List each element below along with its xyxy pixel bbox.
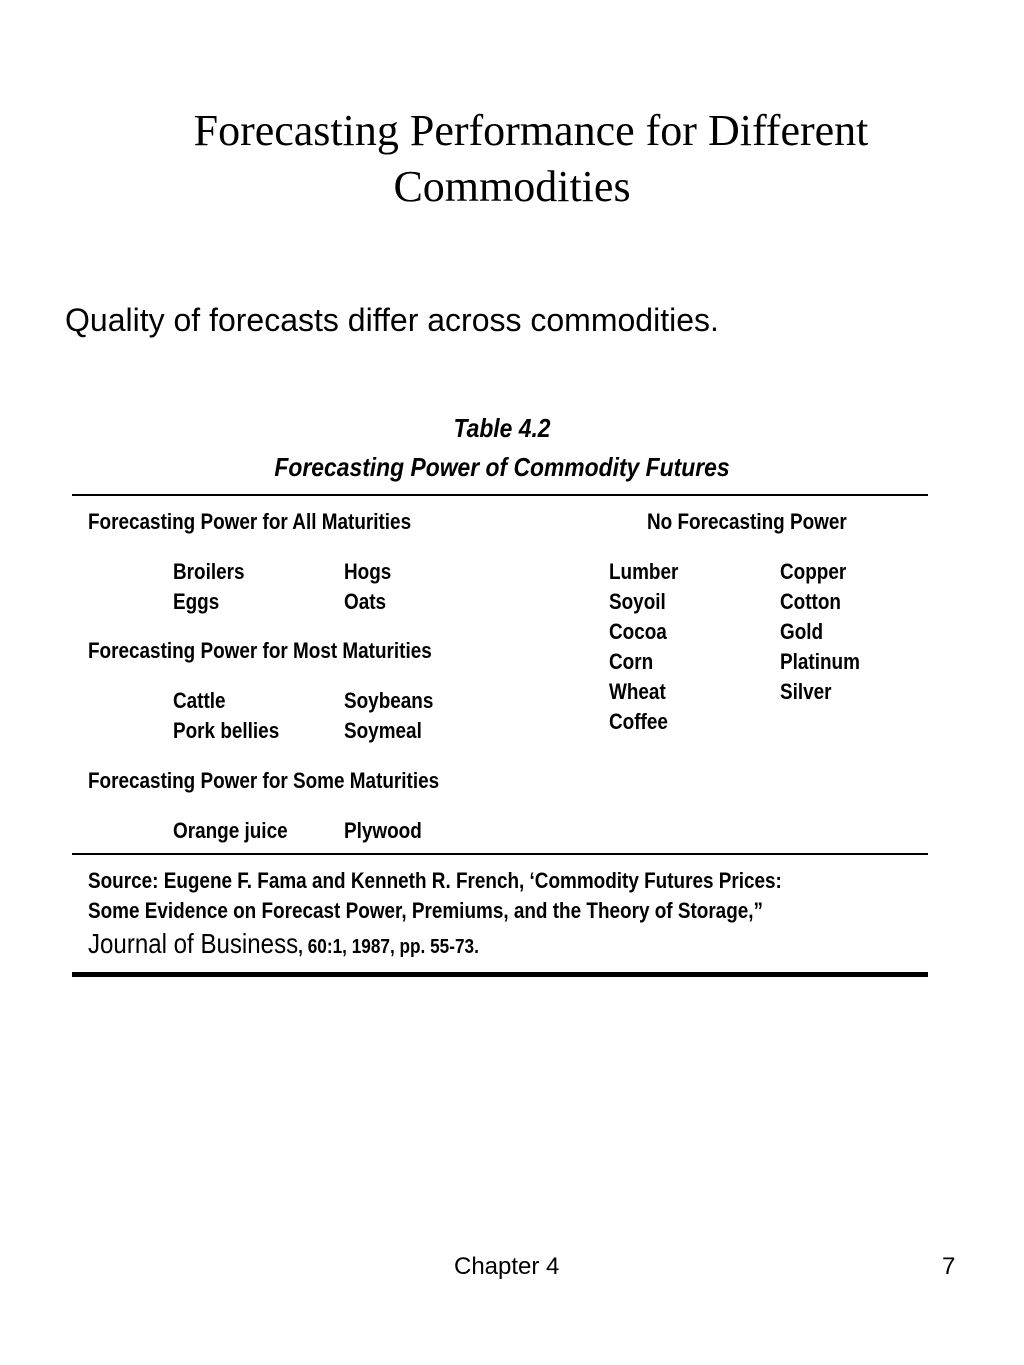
commodity-item: Plywood (344, 818, 422, 843)
group-heading-most-maturities: Forecasting Power for Most Maturities (88, 638, 432, 663)
commodity-item: Soybeans (344, 688, 434, 713)
commodity-item: Soyoil (609, 589, 666, 614)
commodity-item: Coffee (609, 709, 668, 734)
journal-citation: , 60:1, 1987, pp. 55-73. (298, 936, 479, 958)
slide-title-line-1: Forecasting Performance for Different (193, 106, 869, 155)
table-title: Forecasting Power of Commodity Futures (274, 452, 730, 482)
group-heading-no-forecasting-power: No Forecasting Power (647, 509, 847, 534)
commodity-item: Silver (780, 679, 832, 704)
commodity-item: Cattle (173, 688, 226, 713)
table-source-rule (72, 853, 928, 855)
group-heading-all-maturities: Forecasting Power for All Maturities (88, 509, 412, 534)
table-bottom-rule (72, 972, 928, 977)
commodity-item: Orange juice (173, 818, 288, 843)
source-line-2: Some Evidence on Forecast Power, Premiums, and the Theory of Storage,” (88, 898, 764, 923)
table-number: Table 4.2 (453, 413, 551, 443)
footer-page-number: 7 (942, 1253, 956, 1280)
lead-bullet-text: Quality of forecasts differ across commodities. (65, 302, 719, 338)
commodity-item: Broilers (173, 559, 245, 584)
commodity-item: Lumber (609, 559, 679, 584)
slide-title-line-2: Commodities (393, 162, 631, 211)
commodity-item: Wheat (609, 679, 666, 704)
commodity-item: Corn (609, 649, 654, 674)
commodity-item: Oats (344, 589, 387, 614)
commodity-item: Soymeal (344, 718, 422, 743)
commodity-item: Copper (780, 559, 847, 584)
journal-name: Journal of Business (88, 928, 299, 959)
source-line-3 (88, 927, 479, 964)
commodity-item: Eggs (173, 589, 220, 614)
footer-chapter: Chapter 4 (454, 1253, 560, 1280)
table-top-rule (72, 494, 928, 496)
commodity-item: Cocoa (609, 619, 667, 644)
commodity-item: Pork bellies (173, 718, 280, 743)
slide-title (0, 103, 1024, 215)
commodity-item: Hogs (344, 559, 392, 584)
commodity-item: Gold (780, 619, 824, 644)
group-heading-some-maturities: Forecasting Power for Some Maturities (88, 768, 440, 793)
source-line-1: Source: Eugene F. Fama and Kenneth R. French, ‘Commodity Futures Prices: (88, 868, 782, 893)
commodity-item: Cotton (780, 589, 841, 614)
commodity-item: Platinum (780, 649, 860, 674)
